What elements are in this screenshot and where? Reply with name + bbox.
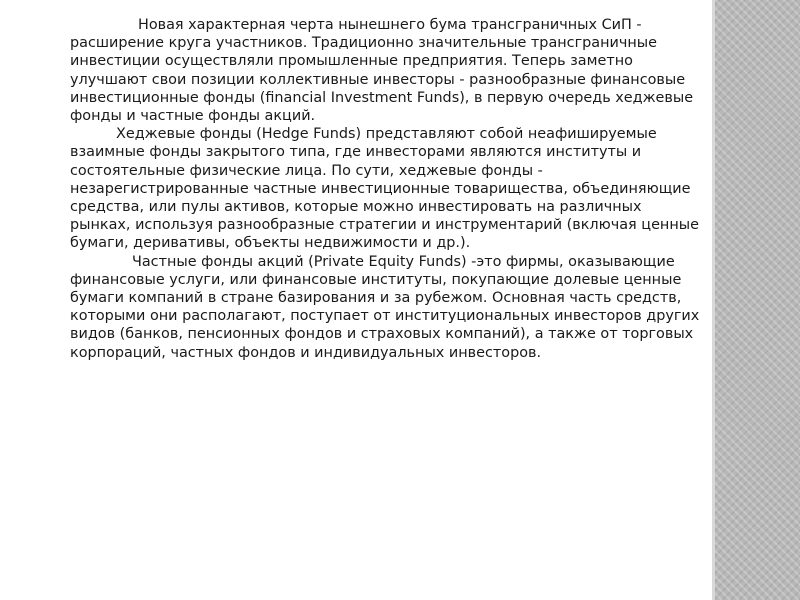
paragraph-private-equity: Частные фонды акций (Private Equity Funds) -это фирмы, оказывающие финансовые услуги, или финансовые институты, покупающие долевые ценные бумаги компаний в стране базирования и за рубежом. Основная часть средств, которыми они располагают, поступает от институциональных инвесторов других видов (банков, пенсионных фондов и страховых компаний), а также от торговых корпораций, частных фондов и индивидуальных инвесторов. — [70, 253, 700, 361]
side-bar-edge — [712, 0, 715, 600]
slide-text-body — [70, 16, 702, 362]
decorative-side-bar — [712, 0, 800, 600]
paragraph-hedge-funds: Хеджевые фонды (Hedge Funds) представляют собой неафишируемые взаимные фонды закрытого типа, где инвесторами являются институты и состоятельные физические лица. По сути, хеджевые фонды - незарегистрированные частные инвестиционные товарищества, объединяющие средства, или пулы активов, которые можно инвестировать на различных рынках, используя разнообразные стратегии и инструментарий (включая ценные бумаги, деривативы, объекты недвижимости и др.). — [70, 126, 699, 252]
paragraph-new-trend: Новая характерная черта нынешнего бума трансграничных СиП - расширение круга участников. Традиционно значительные трансграничные инвестиции осуществляли промышленные предприятия. Теперь заметно улучшают свои позиции коллективные инвесторы - разнообразные финансовые инвестиционные фонды (financial Investment Funds), в первую очередь хеджевые фонды и частные фонды акций. — [70, 17, 694, 125]
